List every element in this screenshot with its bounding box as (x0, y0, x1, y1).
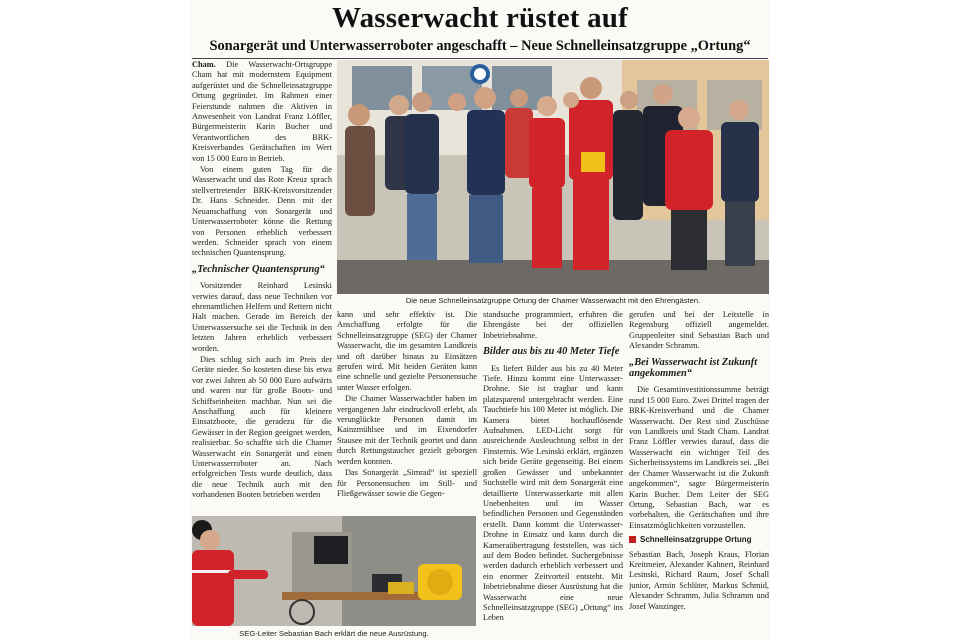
crosshead: „Technischer Quantensprung“ (192, 263, 325, 275)
infobox-text: Sebastian Bach, Joseph Kraus, Florian Kreitmeier, Alexander Kahnert, Reinhard Lesinski, Richard Raum, Josef Schall junior, Armin Schlüter, Markus Schmid, Alexander Schramm, Julia Schramm und Josef Wanzinger. (629, 549, 769, 611)
article-column-2 (337, 310, 477, 512)
article-column-3 (483, 310, 623, 640)
paragraph: Dies schlug sich auch im Preis der Geräte nieder. So kosteten diese bis etwa vor zwei Jahren ab 50 000 Euro aufwärts und waren nur für große Boots- und Schiffseinheiten machbar. Nun sei die Anschaffung auch für kleinere Einsatzboote, die geradezu für die Gewässer in der Region geeignet werden, realisierbar. So schaffte sich die Chamer Wasserwacht ein Sonargerät und einen Unterwasserroboter an. Nach erfolgreichen Tests wurde deutlich, dass die neue Technik auch mit den vorhandenen Booten betrieben werden (192, 354, 332, 500)
group-photo-caption: Die neue Schnelleinsatzgruppe Ortung der Chamer Wasserwacht mit den Ehrengästen. (405, 296, 701, 305)
paragraph: Von einem guten Tag für die Wasserwacht und das Rote Kreuz sprach stellvertretender BRK-Kreisvorsitzender Dr. Hans Schneider. Denn mit der Neuanschaffung von Sonargerät und Unterwasserroboter könne die Rettung von Personen erheblich verbessert werden. Schneider sprach von einem technischen Quantensprung. (192, 165, 332, 258)
group-photo (337, 60, 769, 294)
paragraph: standsuche programmiert, erfuhren die Ehrengäste bei der offiziellen Inbetriebnahme. (483, 310, 623, 340)
red-square-icon (629, 536, 636, 543)
crosshead: „Bei Wasserwacht ist Zukunft angekommen“ (629, 356, 758, 380)
subheadline: Sonargerät und Unterwasserroboter angeschafft – Neue Schnelleinsatzgruppe „Ortung“ (209, 38, 751, 54)
dateline: Cham. (192, 60, 216, 69)
headline-rule (192, 58, 768, 59)
paragraph: Die Gesamtinvestitionssumme beträgt rund 15 000 Euro. Zwei Drittel tragen der BRK-Kreisverband und die Chamer Wasserwacht. Der Rest sind Zuschüsse von Landkreis und Stadt Cham. Landrat Franz Löffler verwies darauf, dass die Wasserwacht ein wichtiger Teil des Sicherheitssystems im Landkreis sei. „Bei der Chamer Wasserwacht ist die Zukunft angekommen“, sagte Bürgermeisterin Karin Bucher. Dem Leiter der SEG Ortung, Sebastian Bach, war es vorbehalten, die Gerätschaften und ihre Einsatzmöglichkeiten vorzustellen. (629, 385, 769, 530)
group-photo-image (337, 60, 769, 294)
paragraph: Es liefert Bilder aus bis zu 40 Meter Tiefe. Hinzu kommt eine Unterwasser-Drohne. Sie ist tragbar und kann platzsparend untergebracht werden. Eine Tauchtiefe bis 100 Meter ist möglich. Die Kamera bietet hochauflösende Aufnahmen. LED-Licht sorgt für ausreichende Ausleuchtung selbst in der Finsternis. Wie Lesinski erklärt, ergänzen sich beide Geräte gegenseitig. Bei einem großen Gewässer und unbekannter Suchstelle wird mit dem Sonargerät eine detaillierte Unterwasserkarte mit allen Unebenheiten und im Wasser befindlichen Personen und Gegenständen erstellt. Dann kommt die Unterwasser-Drohne in Einsatz und kann durch die Kameraübertragung feststellen, was sich auf dem Boden befindet. Suchergebnisse werden dadurch erheblich verbessert und ein enormer Zeitvorteil entsteht. Mit Inbetriebnahme dieser Ausrüstung hat die Wasserwacht eine neue Schnelleinsatzgruppe (SEG) „Ortung“ ins Leben (483, 363, 623, 623)
crosshead: Bilder aus bis zu 40 Meter Tiefe (483, 346, 620, 358)
paragraph: Die Wasserwacht-Ortsgruppe Cham hat mit modernstem Equipment aufgerüstet und die Schnelleinsatzgruppe Ortung gegründet. Im Rahmen einer Feierstunde nahmen die Aktiven in Anwesenheit von Landrat Franz Löffler, Bürgermeisterin Karin Bucher und Verantwortlichen des BRK-Kreisverbandes Gerätschaften im Wert von 15 000 Euro in Betrieb. (192, 60, 332, 163)
article-column-4 (629, 310, 769, 640)
paragraph: Das Sonargerät „Simrad“ ist speziell für Personensuchen im Still- und Fließgewässer sowie die Gegen- (337, 468, 477, 498)
paragraph: Die Chamer Wasserwachtler haben im vergangenen Jahr eindruckvoll erlebt, als verunglückte Personen damit im Kainzmühlsee und im Eixendorfer Stausee mit der Technik geortet und dann durch Rettungstaucher gezielt geborgen werden konnten. (337, 394, 477, 466)
paragraph: kann und sehr effektiv ist. Die Anschaffung erfolgte für die Schnelleinsatzgruppe (SEG) der Chamer Wasserwacht, die im gesamten Landkreis und oft darüber hinaus zu Einsätzen gerufen wird. Mit beiden Geräten kann eine schnelle und gezielte Personensuche unter Wasser erfolgen. (337, 310, 477, 392)
paragraph: gerufen und bei der Leitstelle in Regensburg offiziell angemeldet. Gruppenleiter sind Sebastian Bach und Alexander Schramm. (629, 310, 769, 351)
infobox-label: Schnelleinsatzgruppe Ortung (629, 535, 769, 545)
equipment-photo-caption: SEG-Leiter Sebastian Bach erklärt die neue Ausrüstung. (239, 629, 429, 638)
article-column-1 (192, 60, 332, 510)
headline: Wasserwacht rüstet auf (332, 2, 628, 34)
equipment-photo-image (192, 516, 476, 626)
equipment-photo (192, 516, 476, 626)
paragraph: Vorsitzender Reinhard Lesinski verwies darauf, dass neue Techniken vor ehrenamtlichen Helfern und Rettern nicht Halt machen. Gerade im Bereich der Unterwassersuche sei die Technik in den letzten Jahren erheblich verbessert worden. (192, 281, 332, 353)
